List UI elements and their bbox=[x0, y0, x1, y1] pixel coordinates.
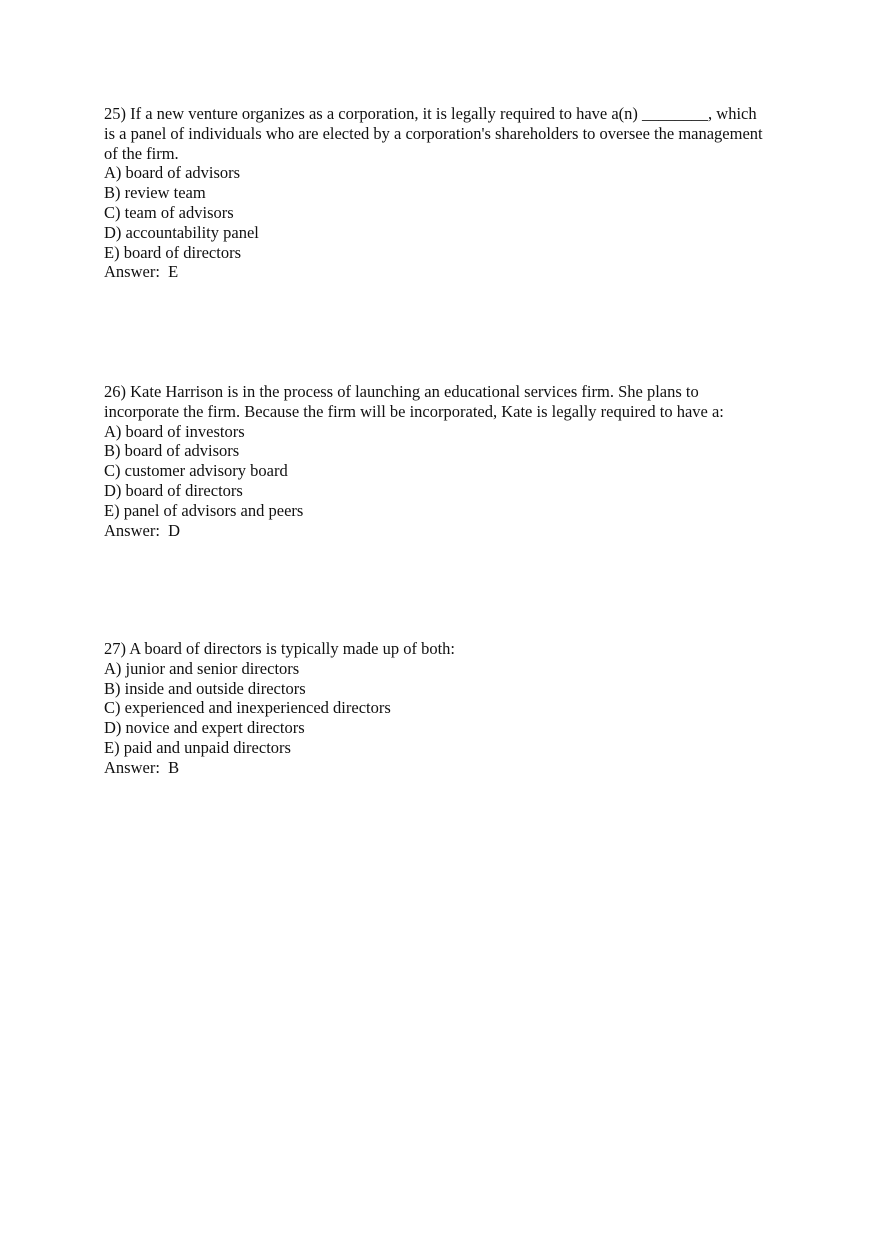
option-b: B) board of advisors bbox=[104, 441, 240, 461]
question-text: 27) A board of directors is typically made up of both: bbox=[104, 639, 456, 658]
option-b: B) inside and outside directors bbox=[104, 678, 306, 698]
answer-line: Answer: D bbox=[104, 520, 181, 540]
option-d: D) accountability panel bbox=[104, 222, 259, 242]
question-text: 25) If a new venture organizes as a corporation, it is legally required to have a(n) ________, which is a panel of individuals who are elected by a corporation's shareholders to oversee the management of the firm. bbox=[104, 104, 763, 163]
answer-line: Answer: E bbox=[104, 262, 179, 282]
question-text: 26) Kate Harrison is in the process of launching an educational services firm. She plans to incorporate the firm. Because the firm will be incorporated, Kate is legally required to have a: bbox=[104, 382, 724, 421]
option-e: E) paid and unpaid directors bbox=[104, 737, 291, 757]
option-a: A) junior and senior directors bbox=[104, 658, 300, 678]
option-e: E) board of directors bbox=[104, 242, 241, 262]
option-e: E) panel of advisors and peers bbox=[104, 500, 304, 520]
option-c: C) team of advisors bbox=[104, 202, 234, 222]
option-b: B) review team bbox=[104, 183, 206, 203]
answer-line: Answer: B bbox=[104, 757, 180, 777]
question-26 bbox=[104, 382, 764, 540]
option-a: A) board of investors bbox=[104, 421, 245, 441]
option-d: D) novice and expert directors bbox=[104, 718, 305, 738]
option-c: C) customer advisory board bbox=[104, 461, 288, 481]
option-d: D) board of directors bbox=[104, 480, 243, 500]
question-27 bbox=[104, 639, 764, 778]
option-c: C) experienced and inexperienced directors bbox=[104, 698, 391, 718]
question-25 bbox=[104, 104, 764, 282]
option-a: A) board of advisors bbox=[104, 163, 241, 183]
